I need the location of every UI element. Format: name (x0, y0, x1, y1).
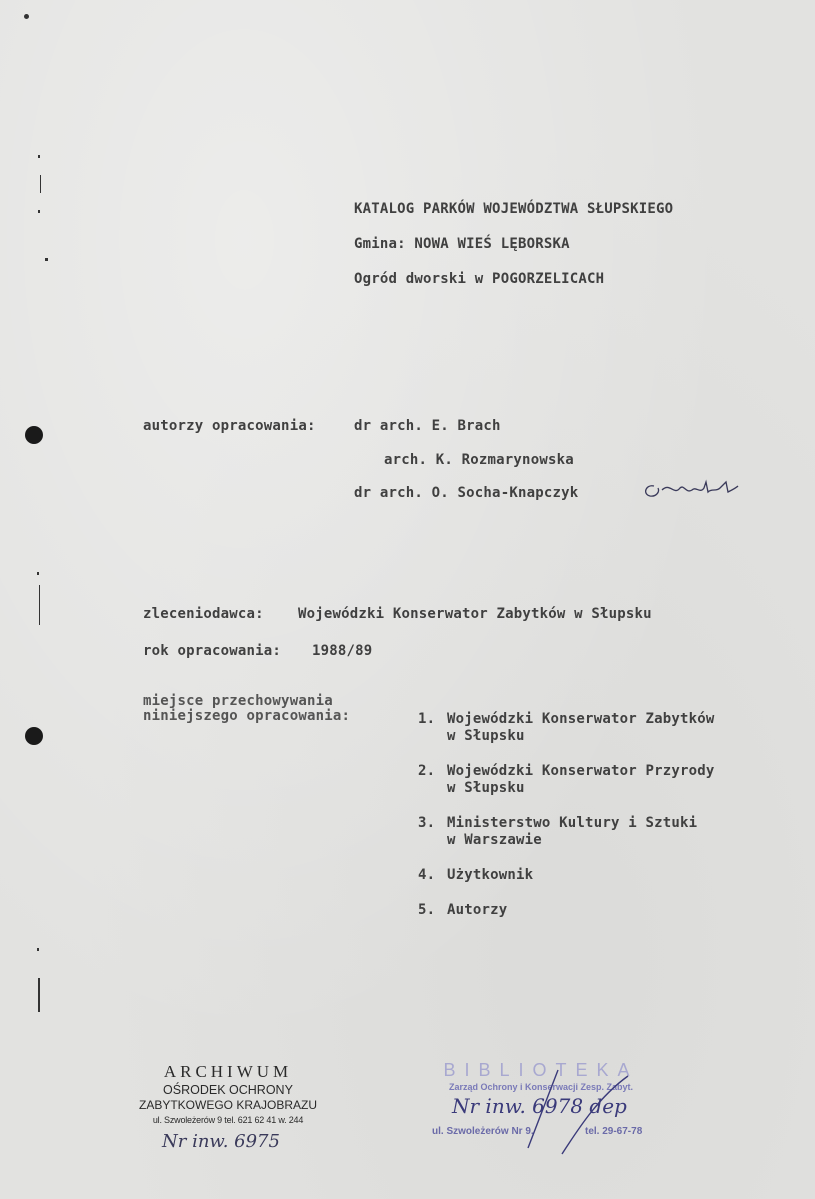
archive-stamp-line3: ul. Szwoleżerów 9 tel. 621 62 41 w. 244 (152, 1115, 304, 1125)
storage-item-3-line2: w Warszawie (447, 832, 542, 848)
year-value: 1988/89 (312, 643, 373, 659)
margin-mark (37, 948, 39, 951)
municipality-line: Gmina: NOWA WIEŚ LĘBORSKA (354, 236, 570, 252)
storage-item-3-line1: Ministerstwo Kultury i Sztuki (447, 815, 698, 831)
author-3: dr arch. O. Socha-Knapczyk (354, 485, 579, 501)
binder-hole-bottom (25, 727, 43, 745)
storage-item-1-line2: w Słupsku (447, 728, 525, 744)
archive-stamp (118, 1062, 338, 1125)
library-inventory-number: Nr inw. 6978 dep (452, 1094, 627, 1118)
storage-item-5-line1: Autorzy (447, 902, 508, 918)
margin-mark (38, 155, 40, 158)
margin-mark (40, 175, 41, 193)
margin-mark (24, 14, 29, 19)
library-stamp-line2: ul. Szwoleżerów Nr 9. (432, 1126, 534, 1137)
storage-item-2-line2: w Słupsku (447, 780, 525, 796)
margin-mark (38, 210, 40, 213)
year-label: rok opracowania: (143, 643, 282, 659)
storage-label-line2: niniejszego opracowania: (143, 708, 351, 724)
library-stamp-title: BIBLIOTEKA (443, 1060, 639, 1080)
client-value: Wojewódzki Konserwator Zabytków w Słupsku (298, 606, 652, 622)
garden-name-line: Ogród dworski w POGORZELICACH (354, 271, 605, 287)
storage-item-4-line1: Użytkownik (447, 867, 534, 883)
storage-item-1-line1: Wojewódzki Konserwator Zabytków (447, 711, 715, 727)
archive-stamp-title: ARCHIWUM (163, 1062, 293, 1081)
handwritten-signature (640, 474, 740, 504)
archive-stamp-line1: OŚRODEK OCHRONY (163, 1083, 293, 1097)
author-1: dr arch. E. Brach (354, 418, 501, 434)
margin-mark (37, 572, 39, 575)
margin-mark (38, 978, 40, 1012)
strike-through-scribble (500, 1066, 650, 1156)
storage-item-num-1: 1. (418, 711, 436, 727)
author-2: arch. K. Rozmarynowska (384, 452, 574, 468)
client-label: zleceniodawca: (143, 606, 264, 622)
margin-mark (39, 585, 40, 625)
storage-item-num-4: 4. (418, 867, 436, 883)
storage-item-2-line1: Wojewódzki Konserwator Przyrody (447, 763, 715, 779)
library-stamp-line1: Zarząd Ochrony i Konserwacji Zesp. Zabyt. (448, 1082, 634, 1092)
storage-label-line1: miejsce przechowywania (143, 693, 333, 709)
storage-item-num-2: 2. (418, 763, 436, 779)
storage-item-num-3: 3. (418, 815, 436, 831)
margin-mark (45, 258, 48, 261)
archive-stamp-line2: ZABYTKOWEGO KRAJOBRAZU (138, 1098, 318, 1112)
binder-hole-top (25, 426, 43, 444)
library-stamp-line3: tel. 29-67-78 (585, 1126, 643, 1137)
authors-label: autorzy opracowania: (143, 418, 316, 434)
catalog-title: KATALOG PARKÓW WOJEWÓDZTWA SŁUPSKIEGO (354, 201, 674, 217)
storage-item-num-5: 5. (418, 902, 436, 918)
archive-inventory-number: Nr inw. 6975 (162, 1131, 280, 1152)
